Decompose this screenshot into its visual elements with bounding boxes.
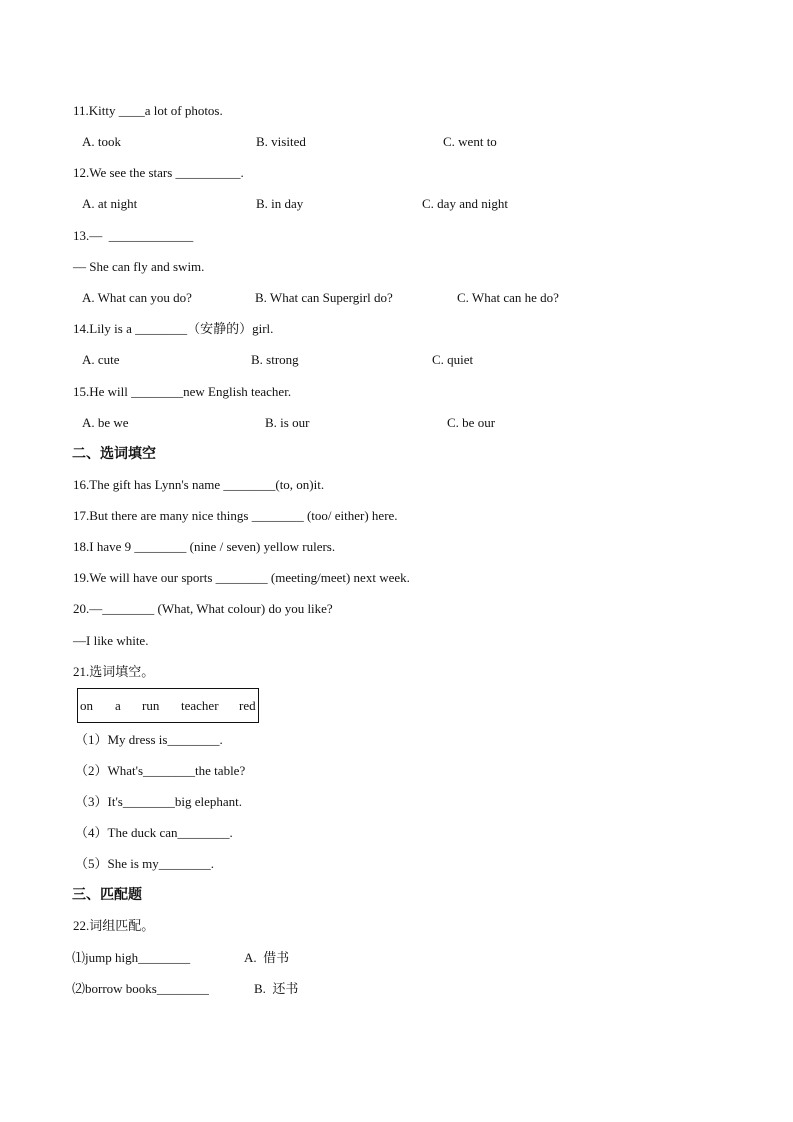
match-right-2: B. 还书 bbox=[254, 981, 299, 996]
word-box bbox=[77, 688, 259, 723]
question-14: 14.Lily is a ________（安静的）girl. bbox=[73, 321, 274, 336]
word-box-item: on bbox=[80, 698, 93, 713]
q12-option-c: C. day and night bbox=[422, 196, 508, 211]
q13-reply: — She can fly and swim. bbox=[73, 259, 205, 274]
q12-option-b: B. in day bbox=[256, 196, 304, 211]
q21-item-1: （1）My dress is________. bbox=[75, 732, 223, 747]
q15-option-b: B. is our bbox=[265, 415, 310, 430]
q14-option-c: C. quiet bbox=[432, 352, 474, 367]
q11-option-c: C. went to bbox=[443, 134, 497, 149]
question-13: 13.— _____________ bbox=[73, 228, 194, 243]
question-21: 21.选词填空。 bbox=[73, 664, 155, 679]
q12-option-a: A. at night bbox=[82, 196, 138, 211]
q15-option-a: A. be we bbox=[82, 415, 129, 430]
word-box-item: run bbox=[142, 698, 160, 713]
word-box-item: red bbox=[239, 698, 256, 713]
q14-option-a: A. cute bbox=[82, 352, 120, 367]
q11-option-a: A. took bbox=[82, 134, 121, 149]
match-left-2: ⑵borrow books________ bbox=[72, 981, 209, 996]
question-12: 12.We see the stars __________. bbox=[73, 165, 244, 180]
question-19: 19.We will have our sports ________ (meeting/meet) next week. bbox=[73, 570, 410, 585]
q21-item-5: （5）She is my________. bbox=[75, 856, 215, 871]
question-16: 16.The gift has Lynn's name ________(to, on)it. bbox=[73, 477, 325, 492]
section-2-heading: 二、选词填空 bbox=[72, 446, 156, 462]
match-right-1: A. 借书 bbox=[244, 950, 290, 965]
question-18: 18.I have 9 ________ (nine / seven) yellow rulers. bbox=[73, 539, 336, 554]
q14-option-b: B. strong bbox=[251, 352, 299, 367]
word-box-item: teacher bbox=[181, 698, 219, 713]
section-3-heading: 三、匹配题 bbox=[72, 887, 142, 903]
q21-item-3: （3）It's________big elephant. bbox=[75, 794, 242, 809]
question-22: 22.词组匹配。 bbox=[73, 918, 155, 933]
question-20: 20.—________ (What, What colour) do you like? bbox=[73, 601, 333, 616]
word-box-item: a bbox=[115, 698, 121, 713]
q13-option-b: B. What can Supergirl do? bbox=[255, 290, 393, 305]
match-left-1: ⑴jump high________ bbox=[72, 950, 191, 965]
q11-option-b: B. visited bbox=[256, 134, 306, 149]
question-17: 17.But there are many nice things ________ (too/ either) here. bbox=[73, 508, 398, 523]
question-11: 11.Kitty ____a lot of photos. bbox=[73, 103, 223, 118]
q20-reply: —I like white. bbox=[73, 633, 149, 648]
q13-option-a: A. What can you do? bbox=[82, 290, 192, 305]
q21-item-2: （2）What's________the table? bbox=[75, 763, 246, 778]
q13-option-c: C. What can he do? bbox=[457, 290, 559, 305]
q21-item-4: （4）The duck can________. bbox=[75, 825, 233, 840]
question-15: 15.He will ________new English teacher. bbox=[73, 384, 292, 399]
q15-option-c: C. be our bbox=[447, 415, 496, 430]
